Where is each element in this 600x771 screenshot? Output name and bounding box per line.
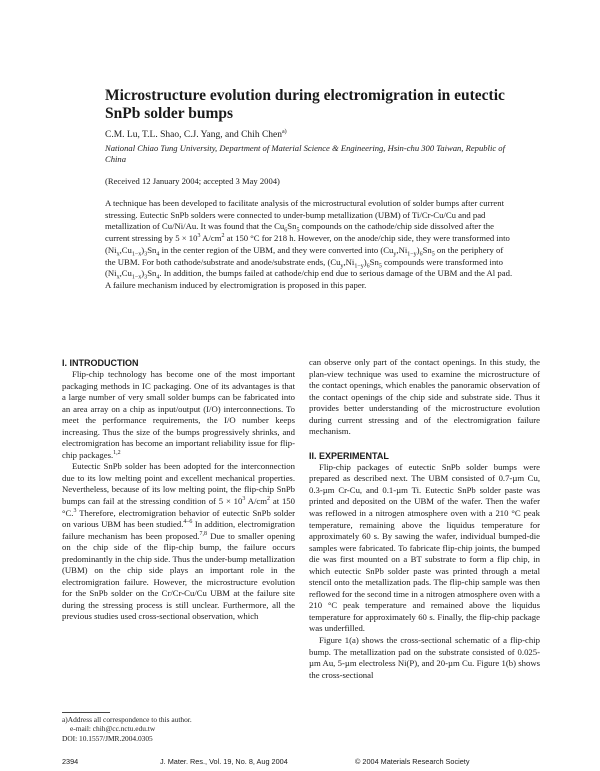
paragraph: Figure 1(a) shows the cross-sectional schematic of a flip-chip bump. The metallization pad on the substrate consisted of 0.025-µm Au, 5-µm electroless Ni(P), and 20-µm Cu. Figure 1(b) shows the cross-sectional bbox=[309, 635, 540, 680]
journal-citation: J. Mater. Res., Vol. 19, No. 8, Aug 2004 bbox=[160, 757, 288, 766]
copyright: © 2004 Materials Research Society bbox=[355, 757, 470, 766]
paragraph: Flip-chip technology has become one of the most important packaging methods in IC packaging. One of its advantages is that a large number of very small solder bumps can be fabricated into an area array on a chip as input/output (I/O) interconnections. To meet the performance requirements, the I/O number keeps increasing. Thus the size of the bumps progressively shrinks, and electromigration has become an important reliability issue for flip-chip packages.$^{1,2}$ bbox=[62, 369, 295, 460]
paragraph: Flip-chip packages of eutectic SnPb solder bumps were prepared as described next. The UBM consisted of 0.7-µm Cu, 0.3-µm Cr-Cu, and 0.1-µm Ti. Eutectic SnPb solder paste was printed and deposited on the UBM of the wafer. Then the wafer was reflowed in a nitrogen atmosphere oven with a 210 °C peak temperature, remaining above the liquidus temperature for approximately 60 s. By sawing the wafer, individual bumped-die samples were fabricated. To fabricate flip-chip joints, the bumped die was first mounted on a BT substrate to form a flip chip, in which eutectic SnPb solder paste was printed through a metal stencil onto the metallization pads. The flip-chip sample was then reflowed for the second time in a nitrogen atmosphere oven with a 210 °C peak temperature and remained above the liquidus temperature for approximately 60 s. Finally, the flip-chip package was underfilled. bbox=[309, 461, 540, 634]
footnote-divider bbox=[62, 712, 110, 713]
left-column bbox=[62, 357, 295, 623]
footnote bbox=[62, 715, 192, 743]
page-number: 2394 bbox=[62, 757, 79, 766]
author-note-marker: a) bbox=[282, 128, 287, 135]
footnote-email: e-mail: chih@cc.nctu.edu.tw bbox=[70, 724, 156, 734]
right-column bbox=[309, 357, 540, 681]
paragraph: can observe only part of the contact openings. In this study, the plan-view technique was used to examine the microstructure of the contact openings, which enables the panoramic observation of the contact openings of the chip side and substrate side. Thus it provides better understanding of the microstructure evolution during current stressing and of the electromigration failure mechanism. bbox=[309, 357, 540, 437]
author-list bbox=[105, 130, 287, 140]
received-dates: (Received 12 January 2004; accepted 3 May 2004) bbox=[105, 176, 280, 186]
section-heading-introduction: I. INTRODUCTION bbox=[62, 358, 139, 368]
affiliation: National Chiao Tung University, Department of Material Science & Engineering, Hsin-chu 300 Taiwan, Republic of China bbox=[105, 143, 505, 164]
paragraph: Eutectic SnPb solder has been adopted for the interconnection due to its low melting point and excellent mechanical properties. Nevertheless, because of its low melting point, the flip-chip SnPb bumps can fail at the stressing condition of $5 \times 10^3$ $A/cm^2$ at 150 °C.$^3$ Therefore, electromigration behavior of eutectic SnPb solder on various UBM has been studied.$^{4-6}$ In addition, electromigration failure mechanism has been proposed.$^{7,8}$ Due to smaller opening on the chip side of the flip-chip bump, the failure occurs predominantly in the chip side. Thus the under-bump metallization (UBM) on the chip side plays an important role in the electromigration failure. However, the microstructure evolution for the SnPb solder on the Cr/Cr-Cu/Cu UBM at the failure site during the stressing process is still unclear. Furthermore, all the previous studies used cross-sectional observation, which bbox=[62, 461, 295, 622]
abstract: A technique has been developed to facilitate analysis of the microstructural evolution of solder bumps after current stressing. Eutectic SnPb solders were connected to under-bump metallization (UBM) of Ti/Cr-Cu/Cu and pad metallization of Cu/Ni/Au. It was found that the $Cu_6Sn_5$ compounds on the cathode/chip side dissolved after the current stressing by $5 \times 10^3$ $A/cm^2$ at 150 °C for 218 h. However, on the anode/chip side, they were transformed into $(Ni_x,Cu_{1-x})_3Sn_4$ in the center region of the UBM, and they were converted into $(Cu_y,Ni_{1-y})_6Sn_5$ on the periphery of the UBM. For both cathode/substrate and anode/substrate ends, $(Cu_y,Ni_{1-y})_6Sn_5$ compounds were transformed into $(Ni_x,Cu_{1-x})_3Sn_4$. In addition, the bumps failed at cathode/chip end due to serious damage of the UBM and the Al pad. A failure mechanism induced by electromigration is proposed in this paper. bbox=[105, 198, 513, 290]
section-heading-experimental: II. EXPERIMENTAL bbox=[309, 450, 389, 461]
footnote-address: a)Address all correspondence to this author. bbox=[62, 715, 192, 724]
footnote-doi: DOI: 10.1557/JMR.2004.0305 bbox=[62, 733, 153, 743]
authors-text: C.M. Lu, T.L. Shao, C.J. Yang, and Chih Chen bbox=[105, 130, 282, 140]
article-title: Microstructure evolution during electromigration in eutectic SnPb solder bumps bbox=[105, 87, 505, 122]
